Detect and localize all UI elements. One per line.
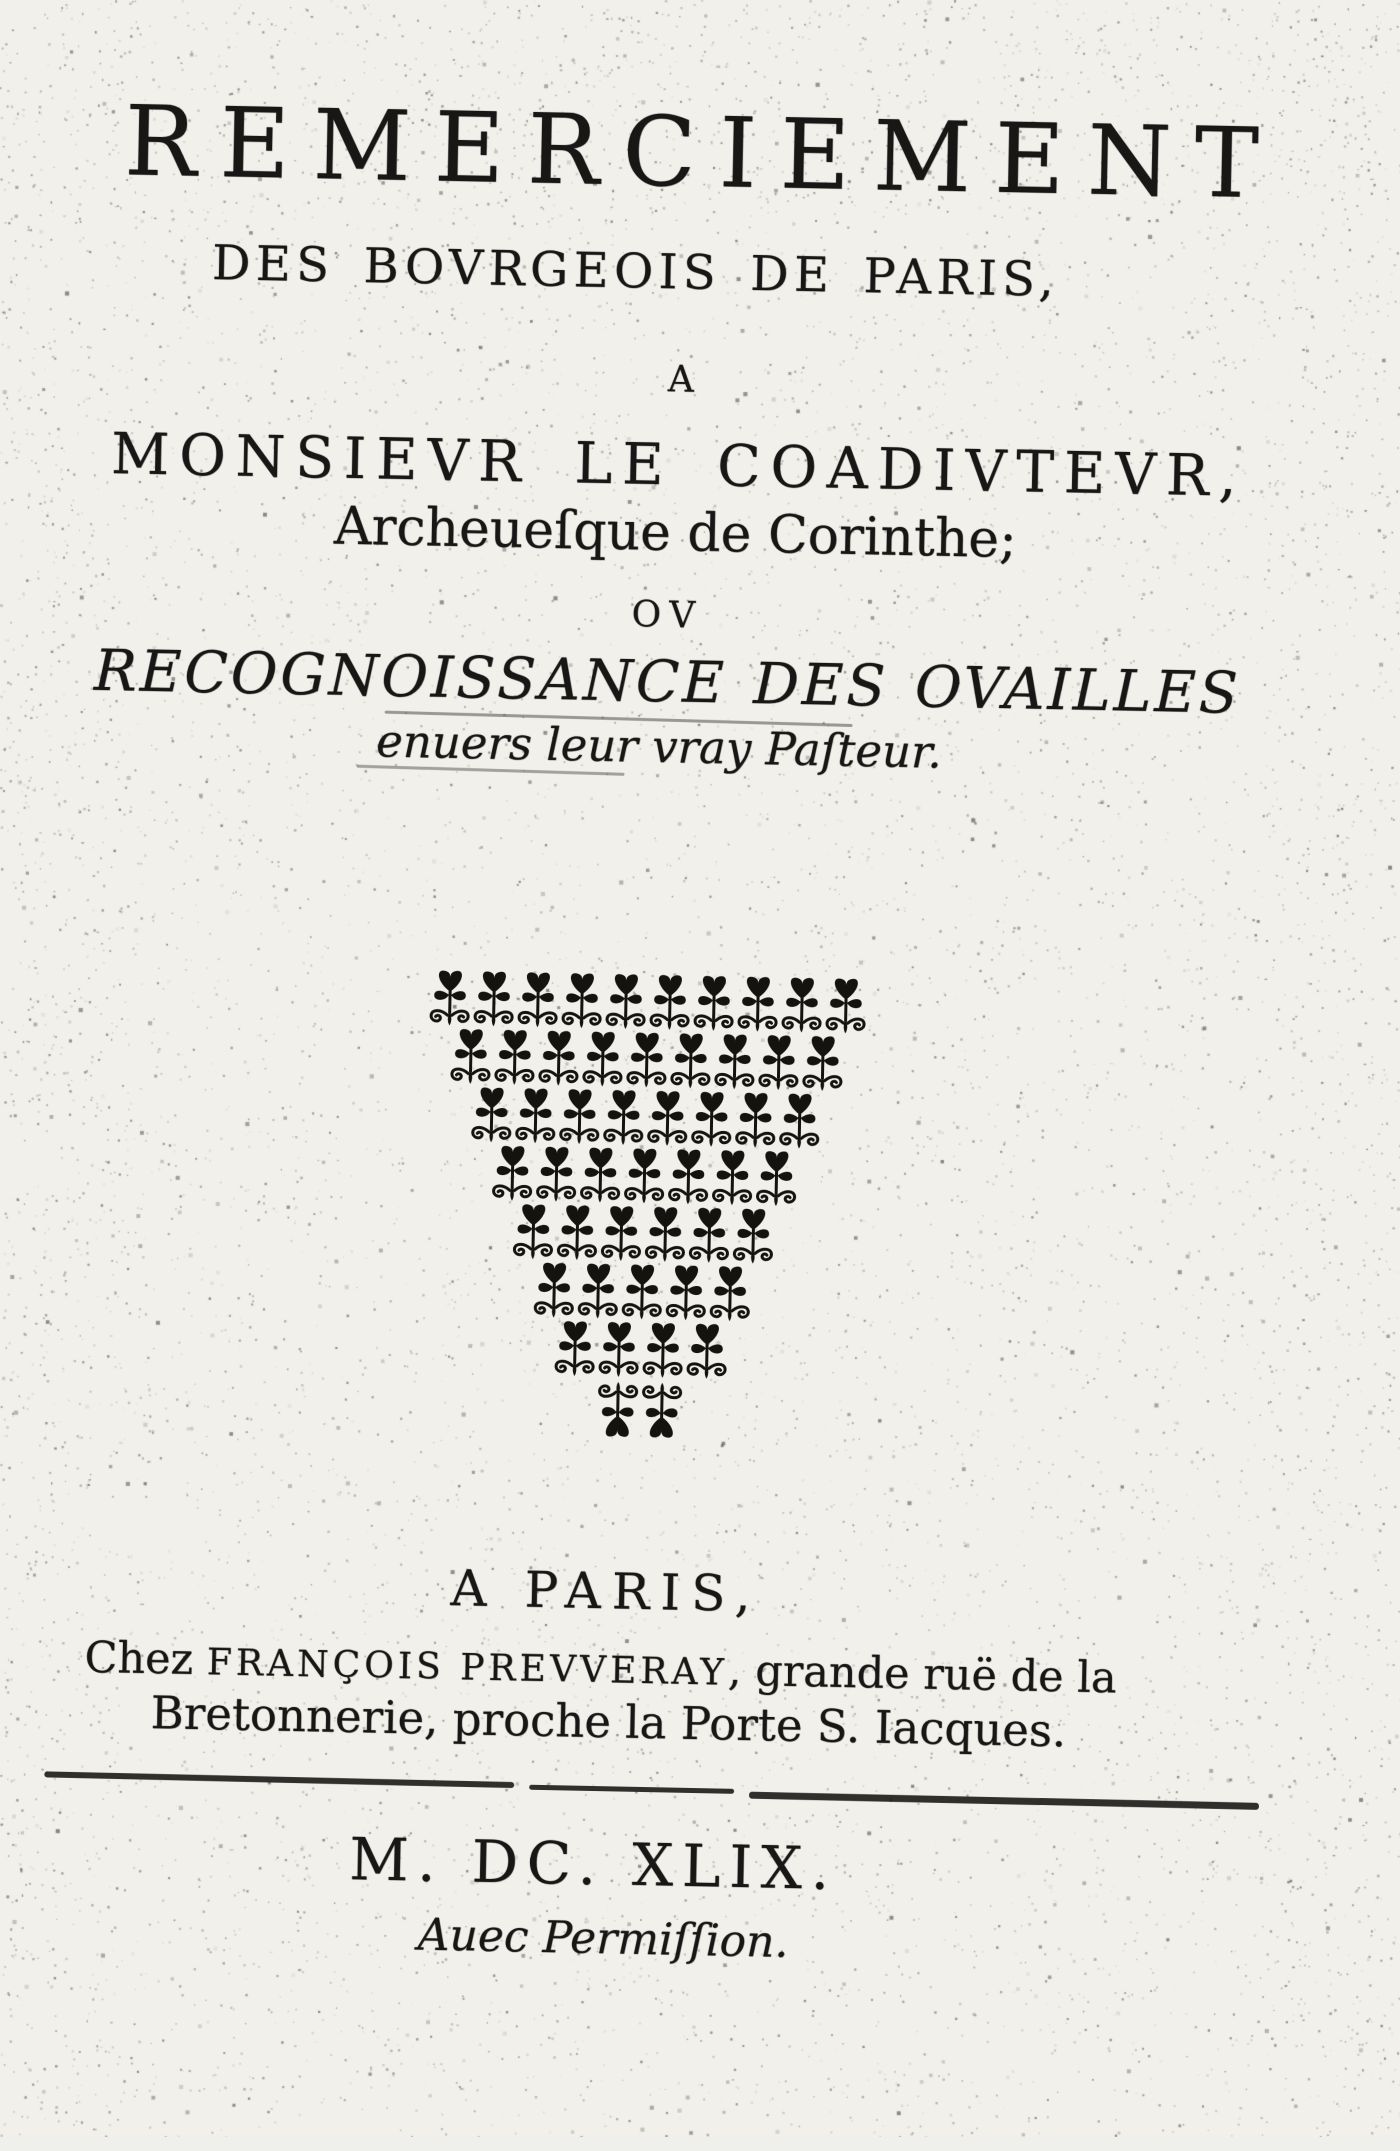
fleuron-icon bbox=[666, 1146, 711, 1205]
printer-ornament bbox=[0, 958, 1348, 1450]
fleuron-icon bbox=[691, 973, 736, 1032]
fleuron-icon bbox=[599, 1203, 644, 1262]
fleuron-icon bbox=[756, 1032, 801, 1091]
alternate-subtitle-text: enuers leur vray Paſteur. bbox=[375, 714, 943, 779]
divider-rule-segment bbox=[44, 1771, 514, 1788]
fleuron-icon bbox=[643, 1204, 688, 1263]
fleuron-icon bbox=[689, 1089, 734, 1148]
fleuron-icon bbox=[595, 1381, 640, 1440]
dedicatee-line: MONSIEVR LE COADIVTEVR, bbox=[110, 421, 1247, 510]
ou-line: OV bbox=[631, 594, 705, 638]
fleuron-icon bbox=[490, 1143, 535, 1202]
fleuron-icon bbox=[448, 1026, 493, 1085]
publisher-prefix: Chez bbox=[84, 1632, 208, 1686]
fleuron-icon bbox=[596, 1319, 641, 1378]
fleuron-icon bbox=[640, 1320, 685, 1379]
fleuron-icon bbox=[515, 969, 560, 1028]
fleuron-icon bbox=[645, 1088, 690, 1147]
fleuron-icon bbox=[559, 970, 604, 1029]
fleuron-icon bbox=[731, 1206, 776, 1265]
fleuron-icon bbox=[580, 1029, 625, 1088]
fleuron-icon bbox=[710, 1147, 755, 1206]
dedication-a: A bbox=[667, 359, 698, 401]
fleuron-icon bbox=[620, 1261, 665, 1320]
fleuron-icon bbox=[735, 974, 780, 1033]
page-title: REMERCIEMENT bbox=[123, 85, 1283, 221]
fleuron-icon bbox=[534, 1144, 579, 1203]
fleuron-icon bbox=[513, 1085, 558, 1144]
divider-rule-segment bbox=[749, 1791, 1259, 1809]
fleuron-icon bbox=[647, 972, 692, 1031]
fleuron-icon bbox=[578, 1145, 623, 1204]
divider-rule-segment bbox=[529, 1784, 734, 1793]
fleuron-icon bbox=[754, 1148, 799, 1207]
divider-rule bbox=[44, 1772, 1274, 1804]
fleuron-icon bbox=[576, 1261, 621, 1320]
fleuron-icon bbox=[555, 1202, 600, 1261]
fleuron-icon bbox=[622, 1145, 667, 1204]
fleuron-icon bbox=[557, 1086, 602, 1145]
fleuron-icon bbox=[687, 1205, 732, 1264]
fleuron-icon bbox=[427, 967, 472, 1026]
fleuron-icon bbox=[823, 975, 868, 1034]
fleuron-icon bbox=[664, 1262, 709, 1321]
page-subtitle: DES BOVRGEOIS DE PARIS, bbox=[211, 235, 1060, 309]
fleuron-icon bbox=[708, 1263, 753, 1322]
fleuron-icon bbox=[536, 1028, 581, 1087]
alternate-title-text: RECOGNOISSANCE DES OVAILLES bbox=[93, 637, 1242, 727]
date-roman: M. DC. XLIX. bbox=[348, 1824, 839, 1903]
publisher-suffix: , grande ruë de la bbox=[727, 1645, 1118, 1704]
fleuron-icon bbox=[603, 971, 648, 1030]
fleuron-icon bbox=[777, 1091, 822, 1150]
imprint-address: Bretonnerie, proche la Porte S. Iacques. bbox=[150, 1685, 1067, 1758]
fleuron-icon bbox=[469, 1084, 514, 1143]
fleuron-icon bbox=[601, 1087, 646, 1146]
fleuron-icon bbox=[779, 975, 824, 1034]
fleuron-icon bbox=[668, 1030, 713, 1089]
fleuron-icon bbox=[733, 1090, 778, 1149]
fleuron-icon bbox=[624, 1029, 669, 1088]
fleuron-icon bbox=[552, 1318, 597, 1377]
fleuron-icon bbox=[800, 1033, 845, 1092]
fleuron-icon bbox=[532, 1260, 577, 1319]
publisher-name: FRANÇOIS PREVVERAY bbox=[206, 1640, 729, 1694]
dedicatee-title: Archeueſque de Corinthe; bbox=[333, 496, 1018, 571]
fleuron-icon bbox=[684, 1321, 729, 1380]
fleuron-icon bbox=[471, 968, 516, 1027]
imprint-place: A PARIS, bbox=[450, 1559, 763, 1624]
fleuron-icon bbox=[492, 1027, 537, 1086]
fleuron-icon bbox=[511, 1201, 556, 1260]
fleuron-icon bbox=[712, 1031, 757, 1090]
fleuron-icon bbox=[639, 1382, 684, 1441]
permission-note: Auec Permiſſion. bbox=[417, 1909, 789, 1969]
